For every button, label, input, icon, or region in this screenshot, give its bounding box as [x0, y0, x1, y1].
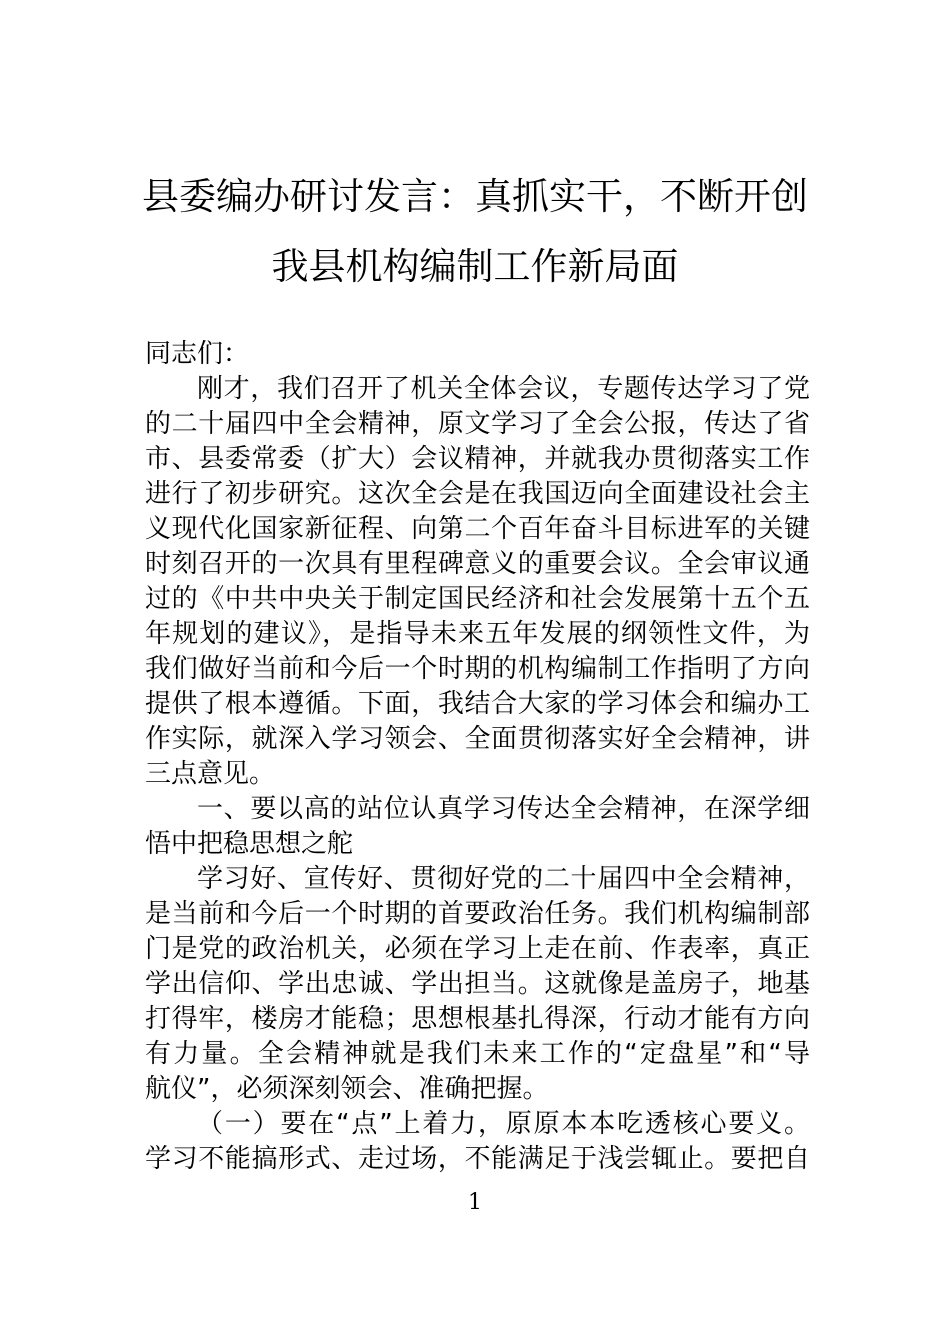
paragraph-line: 门是党的政治机关，必须在学习上走在前、作表率，真正 [145, 934, 810, 964]
paragraph-line: 有力量。全会精神就是我们未来工作的“定盘星”和“导 [145, 1039, 810, 1069]
paragraph-line: 三点意见。 [145, 759, 276, 789]
paragraph-line: 学出信仰、学出忠诚、学出担当。这就像是盖房子，地基 [145, 969, 810, 999]
document-title-line-1: 县委编办研讨发言：真抓实干，不断开创 [142, 175, 808, 218]
paragraph-line: 市、县委常委（扩大）会议精神，并就我办贯彻落实工作 [145, 444, 810, 474]
paragraph-line: 我们做好当前和今后一个时期的机构编制工作指明了方向 [145, 654, 810, 684]
section-heading-1: 一、要以高的站位认真学习传达全会精神，在深学细 [197, 794, 810, 824]
section-heading-1-cont: 悟中把稳思想之舵 [145, 829, 354, 859]
paragraph-line: 航仪”，必须深刻领会、准确把握。 [145, 1074, 549, 1104]
subsection-heading-1: （一）要在“点”上着力，原原本本吃透核心要义。 [197, 1109, 810, 1139]
paragraph-line: 作实际，就深入学习领会、全面贯彻落实好全会精神，讲 [145, 724, 810, 754]
paragraph-line: 时刻召开的一次具有里程碑意义的重要会议。全会审议通 [145, 549, 810, 579]
paragraph-line: 刚才，我们召开了机关全体会议，专题传达学习了党 [197, 374, 810, 404]
paragraph-line: 的二十届四中全会精神，原文学习了全会公报，传达了省 [145, 409, 810, 439]
paragraph-line: 是当前和今后一个时期的首要政治任务。我们机构编制部 [145, 899, 810, 929]
paragraph-line: 学习好、宣传好、贯彻好党的二十届四中全会精神， [197, 864, 810, 894]
paragraph-line: 打得牢，楼房才能稳；思想根基扎得深，行动才能有方向 [145, 1004, 810, 1034]
paragraph-line: 提供了根本遵循。下面，我结合大家的学习体会和编办工 [145, 689, 810, 719]
paragraph-line: 进行了初步研究。这次全会是在我国迈向全面建设社会主 [145, 479, 810, 509]
document-title-line-2: 我县机构编制工作新局面 [271, 245, 679, 288]
paragraph-line: 学习不能搞形式、走过场，不能满足于浅尝辄止。要把自 [145, 1144, 810, 1174]
paragraph-line: 过的《中共中央关于制定国民经济和社会发展第十五个五 [145, 584, 810, 614]
page-number: 1 [468, 1190, 482, 1215]
paragraph-line: 年规划的建议》，是指导未来五年发展的纲领性文件，为 [145, 619, 810, 649]
salutation: 同志们： [145, 339, 250, 369]
paragraph-line: 义现代化国家新征程、向第二个百年奋斗目标进军的关键 [145, 514, 810, 544]
